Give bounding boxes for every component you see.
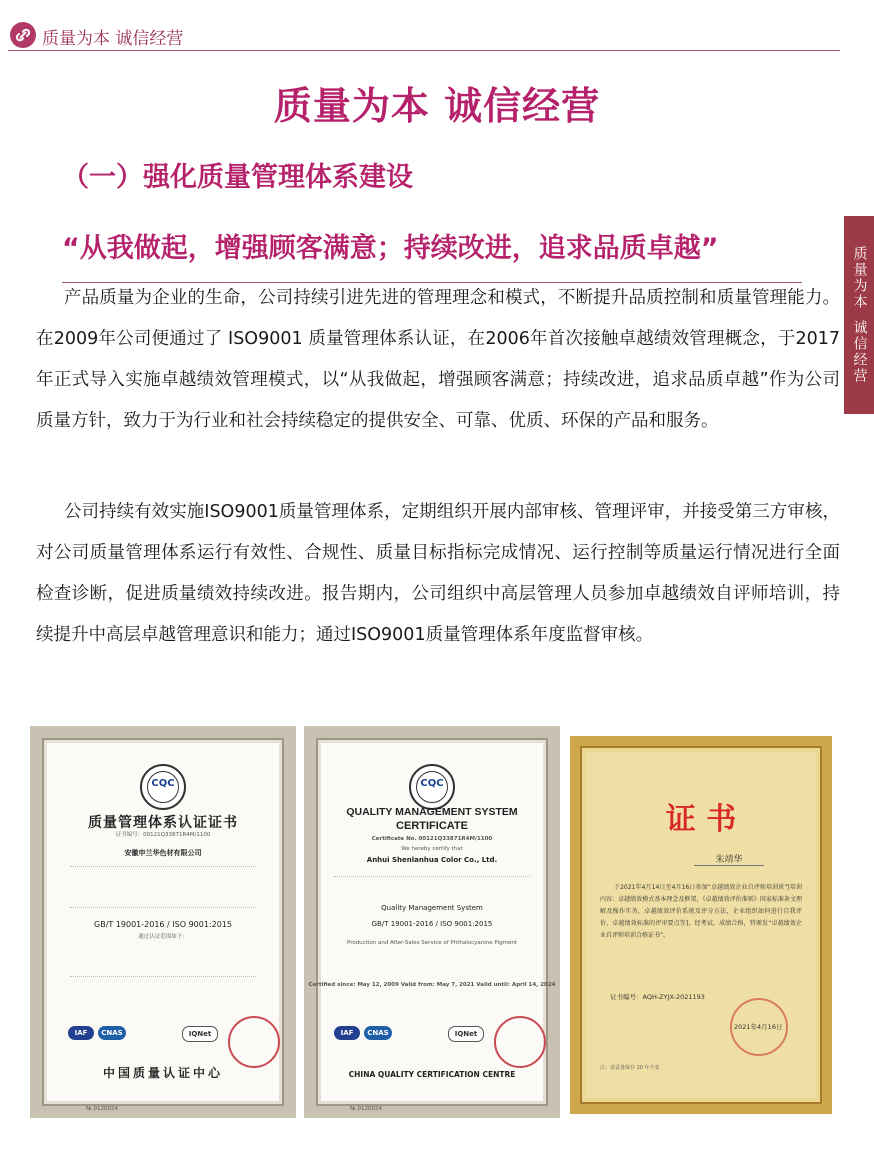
certificate-issuer: 中国质量认证中心 [102, 1066, 223, 1080]
chain-link-icon [10, 22, 36, 48]
certificate-certify: We hereby certify that [401, 846, 463, 852]
certificate-issuer: CHINA QUALITY CERTIFICATION CENTRE [348, 1070, 516, 1079]
certificate-title-line1: QUALITY MANAGEMENT SYSTEM [346, 806, 518, 818]
header-title: 质量为本 诚信经营 [42, 29, 184, 49]
section-heading: （一）强化质量管理体系建设 [62, 162, 413, 193]
certificate-dates: Certified since: May 12, 2009 Valid from: May 7, 2021 Valid until: April 14, 2024 [308, 982, 556, 988]
paragraph-iso-system: 公司持续有效实施ISO9001质量管理体系，定期组织开展内部审核、管理评审，并接受第三方审核，对公司质量管理体系运行有效性、合规性、质量目标指标完成情况、运行控制等质量运行情况进行全面检查诊断，促进质量绩效持续改进。报告期内，公司组织中高层管理人员参加卓越绩效自评师培训，持续提升中高层卓越管理意识和能力；通过ISO9001质量管理体系年度监督审核。 [36, 502, 840, 645]
cqc-logo-icon: CQC [140, 764, 186, 810]
iqnet-badge: IQNet [448, 1026, 484, 1042]
page-header [8, 20, 840, 51]
cnas-badge: CNAS [364, 1026, 392, 1040]
certificate-scope: Production and After-Sales Service of Phthalocyanine Pigment [346, 940, 518, 946]
certificate-company: 安徽申兰华色材有限公司 [124, 849, 202, 857]
certificate-award [570, 736, 832, 1114]
certificate-title-line2: CERTIFICATE [396, 820, 468, 832]
iaf-badge: IAF [68, 1026, 94, 1040]
paragraph-quality-intro: 产品质量为企业的生命，公司持续引进先进的管理理念和模式，不断提升品质控制和质量管理能力。在2009年公司便通过了 ISO9001 质量管理体系认证，在2006年首次接触卓越绩效管理概念，于2017年正式导入实施卓越绩效管理模式，以“从我做起，增强顾客满意；持续改进，追求品质卓越”作为公司质量方针，致力于为行业和社会持续稳定的提供安全、可靠、优质、环保的产品和服务。 [36, 288, 840, 431]
certificate-seal [494, 1016, 546, 1068]
award-date: 2021年4月16日 [734, 1023, 783, 1031]
quality-slogan: “从我做起，增强顾客满意；持续改进，追求品质卓越” [62, 233, 719, 264]
award-recipient: 朱靖华 [694, 852, 764, 866]
certificate-dates-block [70, 976, 256, 1007]
award-note: 注：请妥善保存 20 年不变 [600, 1065, 660, 1071]
certificate-number: 证书编号：00121Q33871R4M/1100 [115, 832, 211, 838]
certificate-en [304, 726, 560, 1118]
award-title: 证 书 [665, 802, 737, 837]
certificate-seal [228, 1016, 280, 1068]
certificate-company: Anhui Shenlanhua Color Co., Ltd. [366, 856, 498, 864]
certificate-scope-label: 通过认证范围如下： [138, 934, 188, 940]
iqnet-badge: IQNet [182, 1026, 218, 1042]
side-tab-line2: 诚信经营 [851, 320, 868, 384]
certificate-title: 质量管理体系认证证书 [88, 815, 238, 831]
certificate-serial: № 0120024 [86, 1106, 118, 1112]
certificate-fine-print [334, 876, 530, 901]
certificate-number: Certificate No. 00121Q33871R4M/1100 [371, 836, 493, 842]
certificate-cn [30, 726, 296, 1118]
certificate-standard: GB/T 19001-2016 / ISO 9001:2015 [371, 920, 493, 928]
cnas-badge: CNAS [98, 1026, 126, 1040]
side-tab[interactable] [844, 216, 874, 414]
cqc-logo-icon: CQC [409, 764, 455, 810]
certificate-fine-print [70, 866, 256, 908]
award-cert-number: 证书编号：AQH-ZYJX-2021193 [610, 993, 705, 1001]
award-body: 于2021年4月14日至4月16日参加“卓越绩效企业自评师培训班”[培训内容：卓越绩效模式基本理念及框架，《卓越绩效评价准则》国家标准条文理解及操作实务，卓越绩效评价系统及评分方法，企业组织如何进行自我评价，卓越绩效标准的评审要点等]，经考试，成绩合格，特颁发“卓越绩效企业自评师培训合格证书”。 [600, 884, 802, 939]
certificate-system: Quality Management System [381, 904, 483, 912]
certificate-standard: GB/T 19001-2016 / ISO 9001:2015 [94, 920, 232, 929]
iaf-badge: IAF [334, 1026, 360, 1040]
certificate-serial: № 0120024 [350, 1106, 382, 1112]
side-tab-line1: 质量为本 [851, 246, 868, 310]
page-title: 质量为本 诚信经营 [273, 84, 601, 128]
